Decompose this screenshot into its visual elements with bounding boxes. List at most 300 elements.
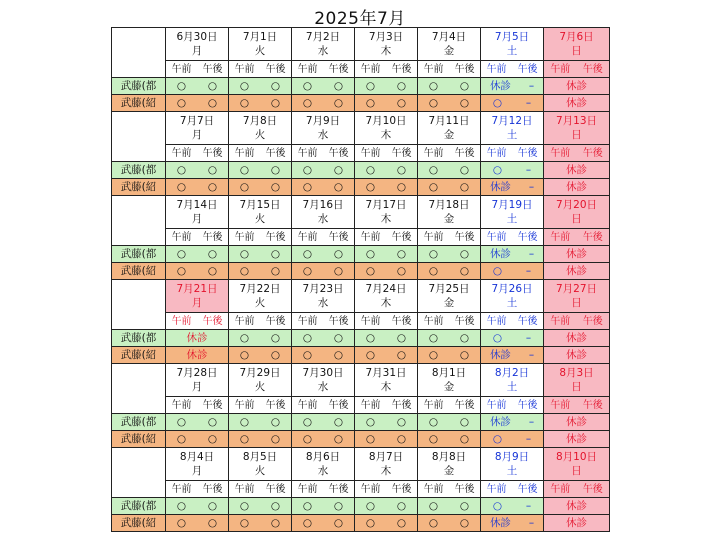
am-label: 午前 [423, 483, 444, 495]
schedule-cell [481, 162, 544, 179]
pm-label: 午後 [265, 399, 286, 411]
doctor-row-tokyo [112, 78, 610, 95]
schedule-mark: ○ [239, 432, 250, 445]
day-of-week: 日 [571, 297, 582, 309]
pm-label: 午後 [582, 147, 603, 159]
ampm-pair [292, 146, 354, 161]
day-header [481, 280, 544, 313]
mark-pair [229, 499, 291, 514]
day-of-week: 火 [254, 297, 266, 309]
mark-pair [292, 180, 354, 195]
am-label: 午前 [234, 63, 255, 75]
schedule-cell [544, 431, 610, 448]
ampm-pair [166, 482, 228, 497]
ampm-cell [292, 313, 355, 330]
schedule-cell [418, 246, 481, 263]
schedule-mark: ○ [428, 499, 439, 512]
ampm-pair [355, 146, 417, 161]
ampm-pair [481, 482, 543, 497]
schedule-mark: ○ [396, 180, 407, 193]
schedule-mark: 休診 [186, 331, 208, 344]
week-header-row [112, 448, 610, 481]
am-label: 午前 [550, 63, 571, 75]
schedule-mark: ○ [459, 79, 470, 92]
day-date: 7月2日 [305, 31, 341, 43]
schedule-mark: ○ [270, 264, 281, 277]
ampm-cell [355, 61, 418, 78]
mark-pair [355, 247, 417, 262]
schedule-mark: ○ [428, 516, 439, 529]
schedule-cell [418, 347, 481, 364]
pm-label: 午後 [391, 399, 412, 411]
schedule-cell [229, 162, 292, 179]
schedule-mark: ○ [459, 180, 470, 193]
schedule-mark: ○ [207, 163, 218, 176]
schedule-cell [355, 179, 418, 196]
schedule-cell [481, 179, 544, 196]
pm-label: 午後 [265, 63, 286, 75]
ampm-pair [229, 482, 291, 497]
doctor-label: 武藤(紹 [112, 263, 166, 280]
pm-label: 午後 [391, 147, 412, 159]
schedule-mark: ○ [207, 96, 218, 109]
schedule-mark: ○ [207, 499, 218, 512]
am-label: 午前 [360, 483, 381, 495]
mark-pair [292, 163, 354, 178]
schedule-mark: ○ [396, 499, 407, 512]
schedule-cell [418, 515, 481, 532]
am-label: 午前 [423, 63, 444, 75]
schedule-mark: ○ [492, 264, 503, 277]
schedule-mark: ○ [176, 432, 187, 445]
am-label: 午前 [297, 315, 318, 327]
schedule-mark: ○ [302, 264, 313, 277]
schedule-cell [355, 414, 418, 431]
mark-pair [166, 247, 228, 262]
doctor-row-tokyo [112, 414, 610, 431]
schedule-cell [481, 414, 544, 431]
am-label: 午前 [360, 399, 381, 411]
day-date: 6月30日 [176, 31, 218, 43]
ampm-cell [229, 481, 292, 498]
day-date: 7月5日 [494, 31, 530, 43]
day-header [355, 364, 418, 397]
pm-label: 午後 [202, 399, 223, 411]
ampm-pair [481, 62, 543, 77]
schedule-cell [229, 78, 292, 95]
day-of-week: 月 [191, 213, 203, 225]
schedule-mark: ○ [396, 264, 407, 277]
pm-label: 午後 [517, 399, 538, 411]
schedule-cell [544, 78, 610, 95]
ampm-pair [481, 230, 543, 245]
pm-label: 午後 [391, 315, 412, 327]
ampm-cell [166, 145, 229, 162]
doctor-label: 武藤(都 [112, 246, 166, 263]
day-of-week: 火 [254, 381, 266, 393]
day-header [229, 112, 292, 145]
page-title: 2025年7月 [314, 9, 406, 29]
blank-cell [112, 280, 166, 330]
schedule-mark: ○ [270, 180, 281, 193]
schedule-cell [418, 431, 481, 448]
day-of-week: 日 [571, 381, 582, 393]
day-date: 7月18日 [428, 199, 470, 211]
pm-label: 午後 [582, 63, 603, 75]
schedule-mark: ○ [302, 499, 313, 512]
day-header [481, 196, 544, 229]
am-label: 午前 [486, 231, 507, 243]
day-header [544, 364, 610, 397]
schedule-cell [355, 330, 418, 347]
ampm-cell [292, 229, 355, 246]
am-label: 午前 [297, 399, 318, 411]
pm-label: 午後 [454, 231, 475, 243]
blank-cell [112, 28, 166, 78]
ampm-pair [544, 314, 609, 329]
doctor-row-kita [112, 179, 610, 196]
day-date: 7月19日 [491, 199, 533, 211]
schedule-cell [481, 515, 544, 532]
mark-pair [292, 79, 354, 94]
am-label: 午前 [423, 231, 444, 243]
am-label: 午前 [297, 231, 318, 243]
day-date: 7月14日 [176, 199, 218, 211]
schedule-mark: ○ [176, 415, 187, 428]
week-header-row [112, 112, 610, 145]
day-header [481, 112, 544, 145]
schedule-mark: ○ [239, 264, 250, 277]
mark-pair [166, 264, 228, 279]
schedule-mark: 休診 [566, 96, 587, 109]
doctor-row-kita [112, 515, 610, 532]
day-of-week: 土 [506, 297, 518, 309]
ampm-cell [544, 397, 610, 414]
day-date: 7月9日 [305, 115, 341, 127]
day-header [229, 196, 292, 229]
ampm-pair [292, 62, 354, 77]
ampm-pair [166, 398, 228, 413]
schedule-mark: ○ [333, 348, 344, 361]
pm-label: 午後 [202, 63, 223, 75]
schedule-cell [355, 95, 418, 112]
pm-label: 午後 [454, 483, 475, 495]
day-date: 7月17日 [365, 199, 407, 211]
day-date: 8月3日 [559, 367, 594, 379]
day-of-week: 金 [443, 129, 455, 141]
blank-cell [112, 196, 166, 246]
ampm-cell [481, 313, 544, 330]
ampm-cell [166, 61, 229, 78]
ampm-cell [418, 313, 481, 330]
mark-pair [481, 499, 543, 514]
am-label: 午前 [486, 315, 507, 327]
pm-label: 午後 [328, 231, 349, 243]
ampm-cell [418, 481, 481, 498]
day-header [418, 364, 481, 397]
day-date: 8月4日 [179, 451, 215, 463]
pm-label: 午後 [517, 231, 538, 243]
schedule-mark: 休診 [566, 79, 587, 92]
ampm-cell [481, 481, 544, 498]
pm-label: 午後 [202, 231, 223, 243]
schedule-cell [355, 347, 418, 364]
schedule-mark: ○ [365, 516, 376, 529]
pm-label: 午後 [328, 147, 349, 159]
day-header [292, 280, 355, 313]
day-header [166, 364, 229, 397]
schedule-mark: ○ [207, 432, 218, 445]
mark-pair [355, 499, 417, 514]
schedule-cell [418, 263, 481, 280]
mark-pair [292, 247, 354, 262]
ampm-cell [292, 481, 355, 498]
day-header [292, 196, 355, 229]
mark-pair [166, 499, 228, 514]
schedule-cell [292, 347, 355, 364]
schedule-mark: ○ [365, 331, 376, 344]
doctor-row-tokyo [112, 330, 610, 347]
mark-pair [166, 180, 228, 195]
ampm-pair [166, 62, 228, 77]
day-date: 7月29日 [239, 367, 281, 379]
day-header [166, 448, 229, 481]
day-date: 8月7日 [368, 451, 404, 463]
day-of-week: 木 [380, 381, 392, 393]
schedule-body [112, 28, 610, 532]
mark-pair [292, 96, 354, 111]
schedule-cell [355, 78, 418, 95]
day-date: 8月9日 [494, 451, 530, 463]
doctor-label: 武藤(紹 [112, 179, 166, 196]
ampm-pair [418, 230, 480, 245]
day-date: 7月11日 [428, 115, 470, 127]
mark-pair [481, 79, 543, 94]
pm-label: 午後 [202, 147, 223, 159]
schedule-mark: ○ [176, 180, 187, 193]
schedule-cell [355, 431, 418, 448]
day-header [292, 112, 355, 145]
schedule-cell [355, 162, 418, 179]
mark-pair [292, 264, 354, 279]
ampm-pair [229, 62, 291, 77]
day-header [166, 280, 229, 313]
schedule-mark: ○ [270, 96, 281, 109]
ampm-pair [544, 62, 609, 77]
day-header [229, 280, 292, 313]
mark-pair [292, 331, 354, 346]
schedule-cell [229, 246, 292, 263]
am-label: 午前 [297, 147, 318, 159]
schedule-mark: 休診 [566, 516, 587, 529]
schedule-cell [229, 347, 292, 364]
am-label: 午前 [234, 483, 255, 495]
schedule-cell [229, 330, 292, 347]
day-date: 7月28日 [176, 367, 218, 379]
schedule-mark: ○ [333, 79, 344, 92]
ampm-row [112, 313, 610, 330]
schedule-mark: 休診 [489, 348, 511, 361]
schedule-mark: 休診 [566, 415, 587, 428]
ampm-pair [355, 62, 417, 77]
schedule-mark: – [525, 331, 532, 344]
ampm-pair [292, 230, 354, 245]
pm-label: 午後 [391, 231, 412, 243]
day-header [355, 112, 418, 145]
schedule-mark: ○ [459, 331, 470, 344]
ampm-row [112, 145, 610, 162]
doctor-label: 武藤(紹 [112, 431, 166, 448]
day-date: 8月6日 [305, 451, 341, 463]
mark-pair [292, 348, 354, 363]
schedule-cell [166, 330, 229, 347]
schedule-cell [292, 78, 355, 95]
schedule-cell [229, 515, 292, 532]
am-label: 午前 [423, 315, 444, 327]
schedule-mark: ○ [396, 79, 407, 92]
am-label: 午前 [234, 399, 255, 411]
mark-pair [481, 432, 543, 447]
schedule-cell [481, 347, 544, 364]
schedule-cell [355, 246, 418, 263]
schedule-mark: – [528, 348, 535, 361]
schedule-mark: 休診 [566, 348, 587, 361]
pm-label: 午後 [391, 63, 412, 75]
schedule-mark: 休診 [566, 163, 587, 176]
ampm-cell [481, 61, 544, 78]
schedule-mark: ○ [428, 415, 439, 428]
day-date: 7月3日 [368, 31, 404, 43]
doctor-label: 武藤(都 [112, 498, 166, 515]
schedule-cell [418, 330, 481, 347]
schedule-mark: ○ [459, 247, 470, 260]
day-header [229, 364, 292, 397]
am-label: 午前 [171, 63, 192, 75]
schedule-mark: ○ [302, 163, 313, 176]
am-label: 午前 [486, 63, 507, 75]
schedule-mark: ○ [302, 247, 313, 260]
ampm-cell [544, 145, 610, 162]
mark-pair [229, 96, 291, 111]
day-of-week: 月 [191, 129, 203, 141]
schedule-mark: ○ [459, 264, 470, 277]
pm-label: 午後 [517, 147, 538, 159]
schedule-mark: ○ [302, 432, 313, 445]
day-of-week: 木 [380, 297, 392, 309]
mark-pair [355, 348, 417, 363]
schedule-mark: ○ [365, 247, 376, 260]
mark-pair [418, 96, 480, 111]
schedule-cell [229, 179, 292, 196]
mark-pair [418, 331, 480, 346]
day-of-week: 火 [254, 465, 266, 477]
schedule-mark: ○ [176, 96, 187, 109]
schedule-cell [481, 263, 544, 280]
schedule-cell [544, 498, 610, 515]
ampm-pair [292, 482, 354, 497]
day-date: 7月23日 [302, 283, 344, 295]
day-of-week: 月 [191, 381, 203, 393]
schedule-cell [229, 95, 292, 112]
schedule-mark: 休診 [489, 516, 511, 529]
ampm-cell [355, 481, 418, 498]
ampm-pair [166, 230, 228, 245]
day-of-week: 日 [571, 129, 582, 141]
mark-pair [418, 432, 480, 447]
mark-pair [418, 499, 480, 514]
am-label: 午前 [360, 315, 381, 327]
schedule-mark: ○ [459, 415, 470, 428]
schedule-mark: ○ [459, 348, 470, 361]
mark-pair [355, 516, 417, 531]
schedule-mark: ○ [239, 79, 250, 92]
schedule-mark: ○ [365, 163, 376, 176]
day-header [544, 280, 610, 313]
day-date: 7月13日 [555, 115, 598, 127]
ampm-pair [166, 314, 228, 329]
pm-label: 午後 [202, 315, 223, 327]
day-header [418, 280, 481, 313]
day-of-week: 木 [380, 129, 392, 141]
day-of-week: 水 [317, 129, 329, 141]
pm-label: 午後 [265, 315, 286, 327]
schedule-mark: ○ [270, 415, 281, 428]
mark-pair [481, 163, 543, 178]
mark-pair [292, 499, 354, 514]
schedule-cell [292, 498, 355, 515]
mark-pair [229, 331, 291, 346]
schedule-mark: ○ [333, 499, 344, 512]
day-of-week: 金 [443, 381, 455, 393]
schedule-cell [544, 515, 610, 532]
mark-pair [481, 96, 543, 111]
day-header [418, 196, 481, 229]
day-header [418, 112, 481, 145]
doctor-row-tokyo [112, 246, 610, 263]
day-of-week: 火 [254, 45, 266, 57]
schedule-mark: ○ [270, 432, 281, 445]
ampm-cell [544, 61, 610, 78]
day-header [292, 364, 355, 397]
schedule-cell [481, 78, 544, 95]
ampm-cell [544, 229, 610, 246]
ampm-pair [418, 314, 480, 329]
mark-pair [292, 432, 354, 447]
ampm-pair [166, 146, 228, 161]
schedule-cell [166, 515, 229, 532]
doctor-label: 武藤(紹 [112, 95, 166, 112]
pm-label: 午後 [265, 231, 286, 243]
am-label: 午前 [550, 315, 571, 327]
schedule-mark: ○ [207, 79, 218, 92]
ampm-cell [229, 229, 292, 246]
day-date: 7月12日 [491, 115, 533, 127]
schedule-cell [292, 515, 355, 532]
schedule-mark: ○ [428, 264, 439, 277]
day-header [481, 448, 544, 481]
doctor-row-kita [112, 347, 610, 364]
schedule-mark: ○ [365, 96, 376, 109]
schedule-mark: – [528, 516, 535, 529]
blank-cell [112, 364, 166, 414]
schedule-cell [292, 162, 355, 179]
mark-pair [229, 79, 291, 94]
schedule-mark: ○ [492, 499, 503, 512]
schedule-mark: – [525, 499, 532, 512]
mark-pair [355, 163, 417, 178]
schedule-cell [166, 347, 229, 364]
blank-cell [112, 448, 166, 498]
